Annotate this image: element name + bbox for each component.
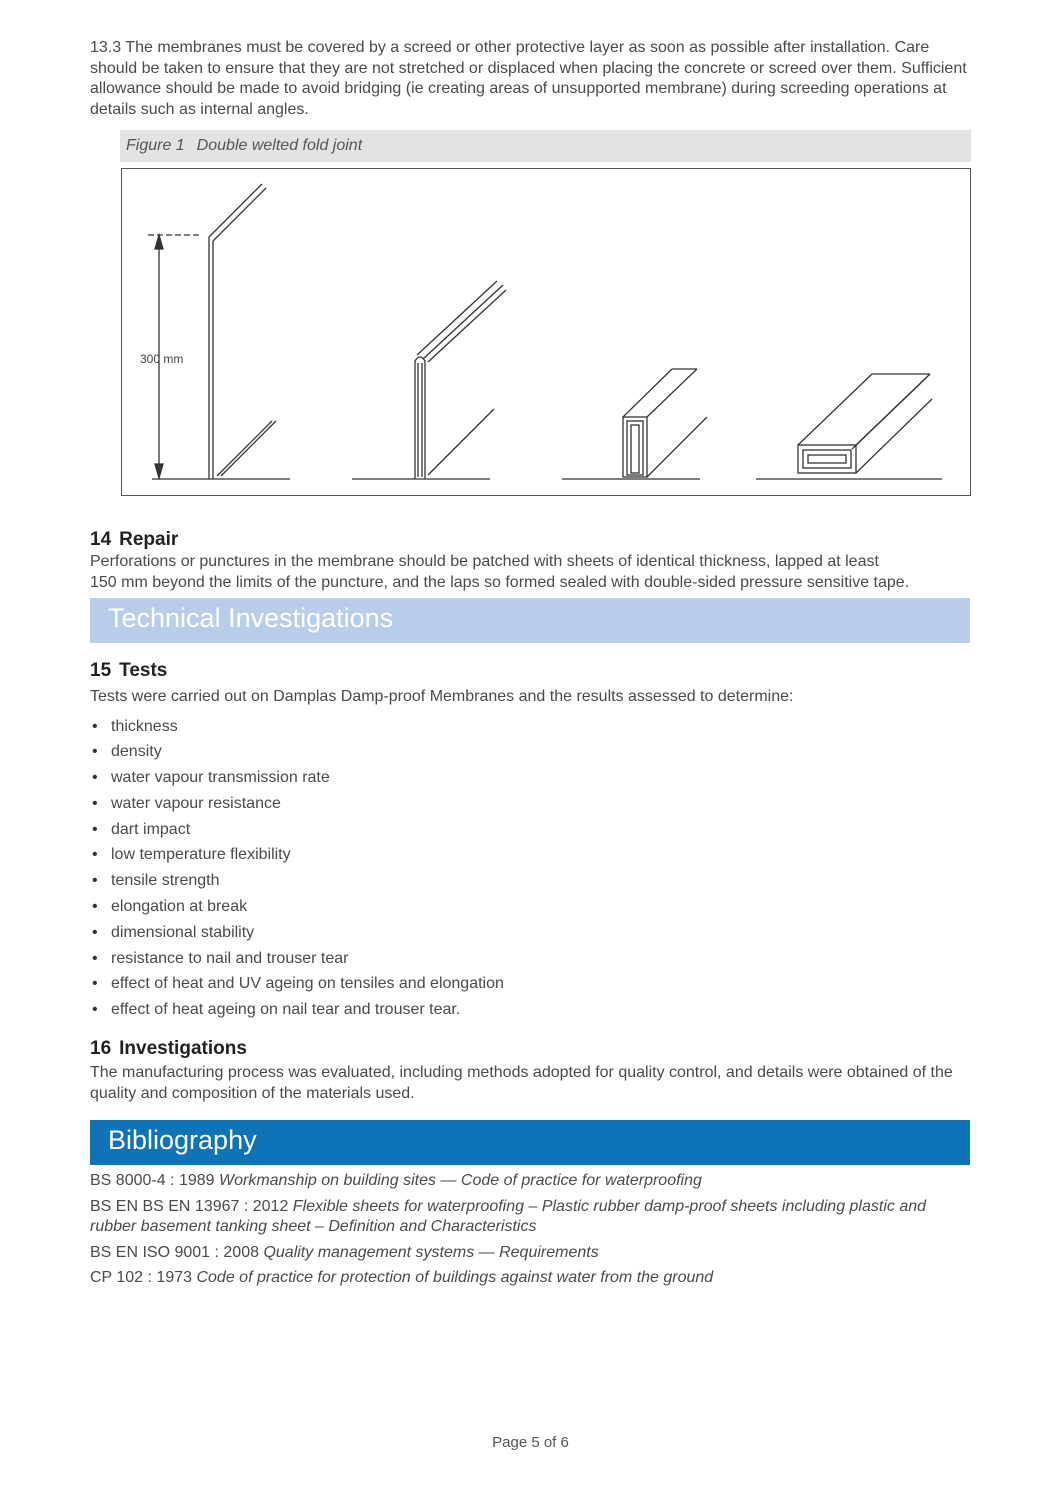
section-14 bbox=[90, 528, 970, 593]
bib-ref: CP 102 : 1973 bbox=[90, 1269, 193, 1287]
bibliography-entry bbox=[90, 1243, 970, 1264]
list-item: • water vapour transmission rate bbox=[90, 765, 970, 791]
section-16-heading bbox=[90, 1037, 970, 1061]
bib-title: Flexible sheets for waterproofing – Plastic rubber damp-proof sheets including plastic and rubber basement tanking sheet – Definition and Characteristics bbox=[90, 1197, 927, 1236]
section-15 bbox=[90, 659, 970, 1023]
list-item: • elongation at break bbox=[90, 894, 970, 920]
bib-ref: BS 8000-4 : 1989 bbox=[90, 1172, 215, 1190]
technical-investigations-band: Technical Investigations bbox=[90, 598, 970, 643]
section-14-heading bbox=[90, 528, 970, 552]
bib-title: Code of practice for protection of buildings against water from the ground bbox=[196, 1269, 714, 1287]
stage1-top-edge-outer bbox=[209, 184, 262, 237]
dimension-label: 300 mm bbox=[140, 352, 184, 366]
section-14-title: Repair bbox=[119, 529, 179, 550]
figure-caption bbox=[120, 130, 971, 162]
list-item: • effect of heat and UV ageing on tensiles and elongation bbox=[90, 971, 970, 997]
figure-number: Figure 1 bbox=[126, 137, 185, 154]
section-16-title: Investigations bbox=[119, 1038, 247, 1060]
dimension-arrow-bottom bbox=[155, 464, 163, 478]
list-item: • tensile strength bbox=[90, 868, 970, 894]
figure-title: Double welted fold joint bbox=[196, 137, 363, 154]
figure-1-diagram bbox=[121, 168, 971, 496]
section-14-line-2: 150 mm beyond the limits of the puncture, and the laps so formed sealed with double-sided pressure sensitive tape. bbox=[90, 573, 910, 591]
bib-title: Workmanship on building sites — Code of practice for waterproofing bbox=[219, 1172, 702, 1190]
stage4-fold-outer bbox=[798, 445, 856, 473]
list-item: • density bbox=[90, 739, 970, 765]
list-item: • thickness bbox=[90, 714, 970, 740]
section-14-number: 14 bbox=[90, 529, 112, 550]
bibliography-list bbox=[90, 1171, 970, 1289]
list-item: • effect of heat ageing on nail tear and trouser tear. bbox=[90, 997, 970, 1023]
dimension-arrow-top bbox=[155, 235, 163, 249]
section-14-line-1: Perforations or punctures in the membrane should be patched with sheets of identical thickness, lapped at least bbox=[90, 553, 879, 570]
stage1-base-edge bbox=[217, 421, 272, 476]
section-16-number: 16 bbox=[90, 1038, 112, 1060]
page-number-footer: Page 5 of 6 bbox=[492, 1434, 569, 1451]
stage2-fold bbox=[415, 357, 425, 479]
document-page bbox=[90, 38, 970, 1294]
section-16 bbox=[90, 1037, 970, 1104]
section-15-number: 15 bbox=[90, 660, 112, 681]
bibliography-entry bbox=[90, 1171, 970, 1192]
tests-list bbox=[90, 714, 970, 1024]
list-item: • water vapour resistance bbox=[90, 791, 970, 817]
list-item: • resistance to nail and trouser tear bbox=[90, 946, 970, 972]
section-13-3-paragraph: 13.3 The membranes must be covered by a screed or other protective layer as soon as possible after installation. Care should be taken to ensure that they are not stretched or displaced when placing the concrete or screed over them. Sufficient allowance should be made to avoid bridging (ie creating areas of unsupported membrane) during screeding operations at details such as internal angles. bbox=[90, 39, 967, 118]
bib-ref: BS EN BS EN 13967 : 2012 bbox=[90, 1197, 289, 1215]
section-15-title: Tests bbox=[119, 660, 168, 681]
section-15-intro: Tests were carried out on Damplas Damp-proof Membranes and the results assessed to determine: bbox=[90, 688, 794, 705]
list-item: • dart impact bbox=[90, 817, 970, 843]
bib-title: Quality management systems — Requirements bbox=[263, 1243, 599, 1261]
bibliography-entry bbox=[90, 1268, 970, 1289]
bib-ref: BS EN ISO 9001 : 2008 bbox=[90, 1243, 259, 1261]
section-15-heading bbox=[90, 659, 970, 683]
section-16-paragraph: The manufacturing process was evaluated, including methods adopted for quality control, and details were obtained of the quality and composition of the materials used. bbox=[90, 1064, 953, 1102]
bibliography-band: Bibliography bbox=[90, 1120, 970, 1165]
list-item: • dimensional stability bbox=[90, 920, 970, 946]
bibliography-entry bbox=[90, 1197, 970, 1238]
double-welted-fold-joint-illustration bbox=[122, 169, 970, 495]
list-item: • low temperature flexibility bbox=[90, 842, 970, 868]
